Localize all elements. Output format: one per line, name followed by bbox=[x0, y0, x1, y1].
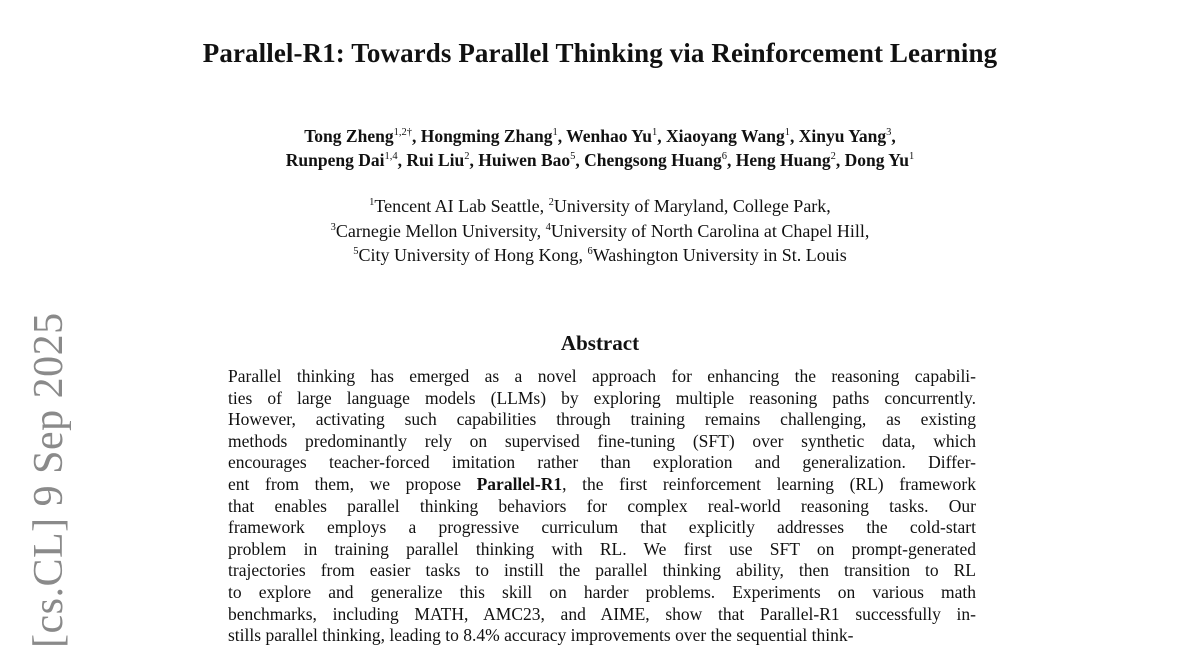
affiliation-marker: 5 bbox=[570, 151, 576, 163]
author-separator: , bbox=[469, 150, 479, 170]
abstract-line: methods predominantly rely on supervised fine-tuning (SFT) over synthetic data, which bbox=[228, 430, 976, 451]
affiliation-list bbox=[0, 194, 1200, 268]
method-name-bold: Parallel-R1 bbox=[476, 473, 563, 494]
author-name: Hongming Zhang bbox=[420, 126, 553, 146]
affiliation-text: University of North Carolina at Chapel Hill, bbox=[550, 220, 870, 241]
affiliation-line bbox=[0, 194, 1200, 219]
affiliation-marker: 1 bbox=[784, 127, 790, 139]
abstract-line: that enables parallel thinking behaviors for complex real-world reasoning tasks. Our bbox=[228, 495, 976, 516]
abstract-line: ties of large language models (LLMs) by exploring multiple reasoning paths concurrently. bbox=[228, 387, 976, 408]
affiliation-number: 3 bbox=[330, 221, 336, 233]
author-separator: , bbox=[657, 126, 666, 146]
affiliation-marker: 2 bbox=[464, 151, 470, 163]
author-separator: , bbox=[411, 126, 421, 146]
affiliation-text: University of Maryland, College Park, bbox=[553, 196, 831, 216]
affiliation-marker: 3 bbox=[886, 127, 892, 139]
author-name: Runpeng Dai bbox=[285, 150, 385, 170]
arxiv-watermark: [cs.CL] 9 Sep 2025 bbox=[26, 312, 72, 648]
affiliation-marker: 1 bbox=[552, 127, 558, 139]
author-list bbox=[0, 124, 1200, 172]
abstract-line: encourages teacher-forced imitation rather than exploration and generalization. Differ- bbox=[228, 452, 976, 473]
affiliation-marker: 2 bbox=[830, 151, 836, 163]
affiliation-marker: 1,4 bbox=[384, 151, 398, 163]
author-name: Wenhao Yu bbox=[566, 126, 652, 146]
author-separator: , bbox=[397, 150, 407, 170]
paper-title: Parallel-R1: Towards Parallel Thinking via Reinforcement Learning bbox=[202, 38, 998, 68]
affiliation-marker: 6 bbox=[721, 151, 728, 163]
author-separator: , bbox=[575, 150, 585, 170]
author-name: Dong Yu bbox=[844, 150, 909, 170]
author-name: Chengsong Huang bbox=[584, 150, 722, 170]
affiliation-marker: 1,2† bbox=[393, 127, 412, 139]
abstract-body bbox=[228, 366, 976, 647]
author-name: Xinyu Yang bbox=[798, 126, 887, 146]
abstract-line: stills parallel thinking, leading to 8.4% accuracy improvements over the sequential think- bbox=[228, 625, 854, 646]
abstract-line: to explore and generalize this skill on harder problems. Experiments on various math bbox=[228, 581, 976, 602]
author-name: Tong Zheng bbox=[304, 126, 394, 146]
affiliation-number: 4 bbox=[545, 221, 551, 233]
abstract-line bbox=[228, 474, 976, 496]
author-separator: , bbox=[790, 126, 799, 146]
affiliation-text: Tencent AI Lab Seattle, bbox=[374, 196, 549, 216]
author-name: Heng Huang bbox=[735, 150, 831, 170]
author-line-1 bbox=[0, 124, 1200, 148]
affiliation-text: City University of Hong Kong, bbox=[358, 245, 588, 265]
affiliation-number: 1 bbox=[369, 197, 375, 208]
author-name: Huiwen Bao bbox=[478, 150, 571, 170]
abstract-line: problem in training parallel thinking with RL. We first use SFT on prompt-generated bbox=[228, 538, 976, 559]
affiliation-number: 2 bbox=[548, 197, 554, 208]
affiliation-number: 5 bbox=[353, 246, 359, 257]
author-line-2 bbox=[0, 148, 1200, 172]
affiliation-marker: 1 bbox=[651, 127, 658, 139]
affiliation-text: Carnegie Mellon University, bbox=[335, 220, 546, 241]
affiliation-number: 6 bbox=[587, 246, 593, 257]
affiliation-line bbox=[0, 219, 1200, 244]
affiliation-line bbox=[0, 243, 1200, 268]
abstract-line: framework employs a progressive curriculum that explicitly addresses the cold-start bbox=[228, 517, 976, 538]
abstract-line: trajectories from easier tasks to instill the parallel thinking ability, then transition to RL bbox=[228, 560, 976, 581]
affiliation-text: Washington University in St. Louis bbox=[592, 245, 847, 265]
author-name: Rui Liu bbox=[406, 150, 465, 170]
abstract-line: However, activating such capabilities through training remains challenging, as existing bbox=[228, 409, 976, 430]
abstract-line: benchmarks, including MATH, AMC23, and AIME, show that Parallel-R1 successfully in- bbox=[228, 603, 976, 624]
abstract-text: ent from them, we propose bbox=[228, 473, 477, 494]
abstract-text: , the first reinforcement learning (RL) framework bbox=[562, 473, 976, 494]
author-separator: , bbox=[557, 126, 567, 146]
author-separator: , bbox=[727, 150, 736, 170]
author-separator: , bbox=[835, 150, 845, 170]
author-separator: , bbox=[891, 126, 896, 146]
author-name: Xiaoyang Wang bbox=[665, 126, 785, 146]
abstract-line: Parallel thinking has emerged as a novel approach for enhancing the reasoning capabili- bbox=[228, 366, 976, 386]
abstract-heading: Abstract bbox=[560, 331, 640, 355]
affiliation-marker: 1 bbox=[908, 151, 915, 163]
